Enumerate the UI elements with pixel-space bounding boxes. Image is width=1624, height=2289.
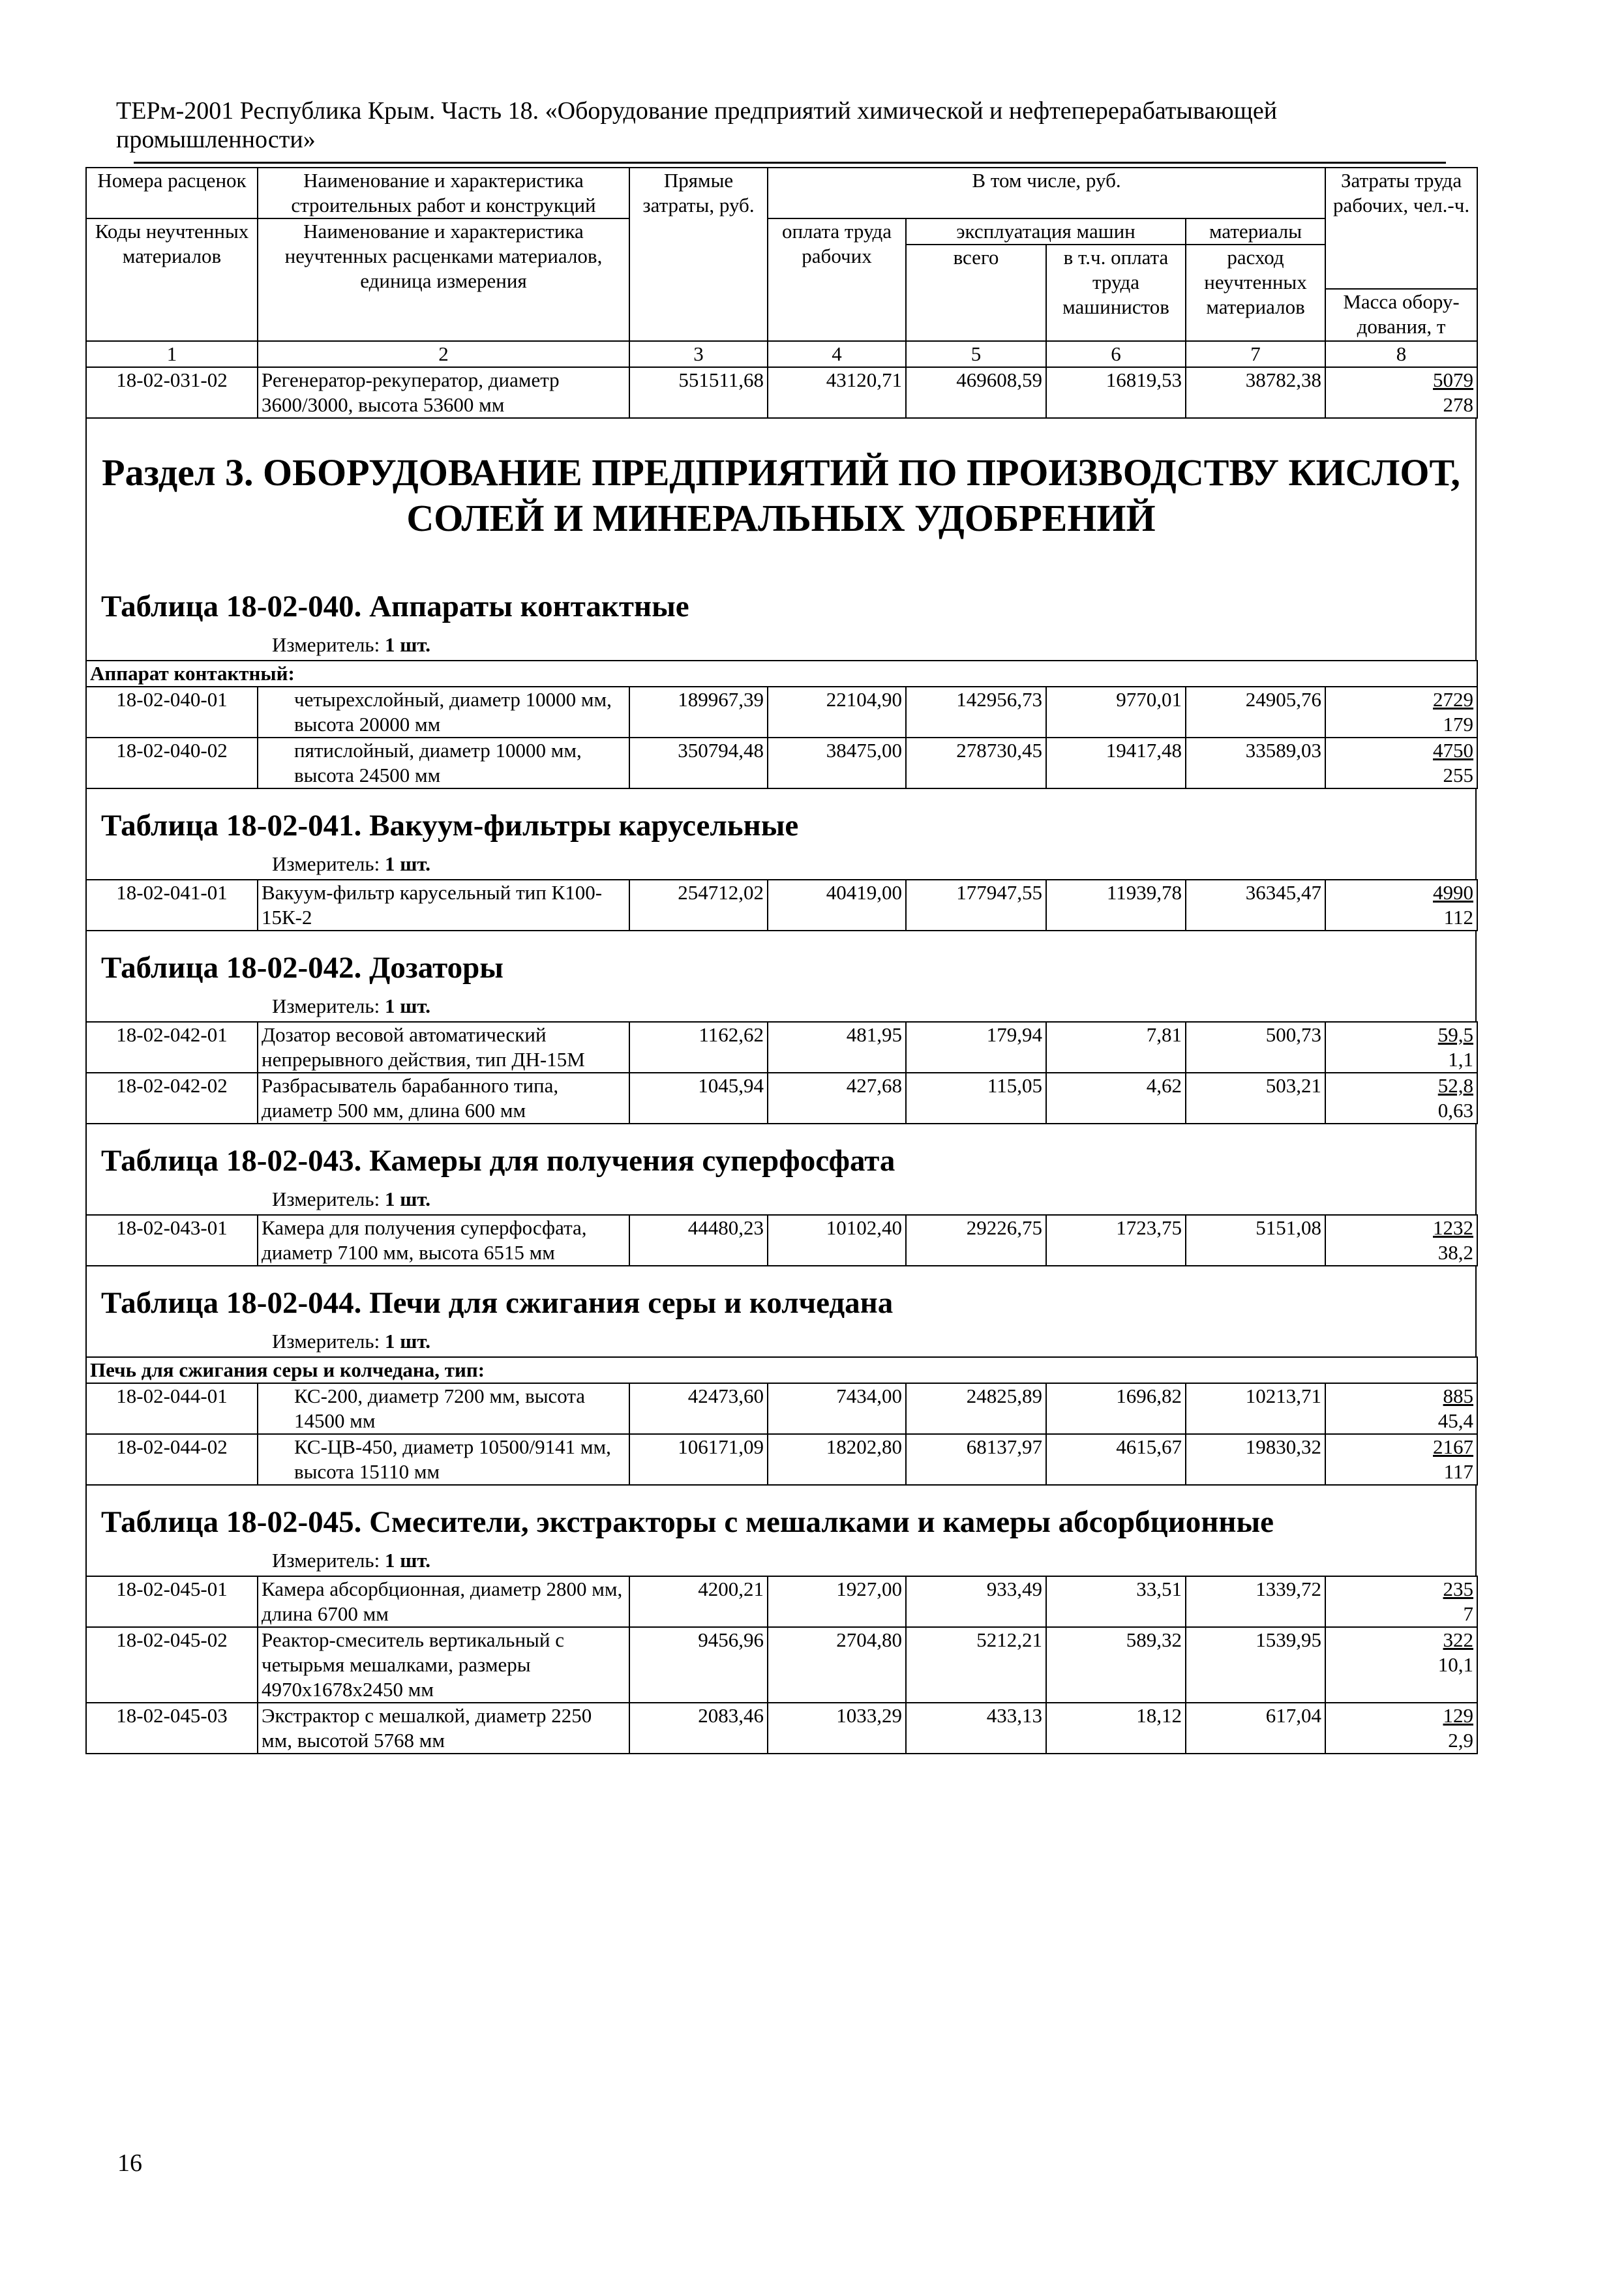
machines-total: 933,49 [906,1576,1046,1627]
page-number: 16 [117,2149,142,2177]
machines-total: 29226,75 [906,1215,1046,1266]
direct-cost: 42473,60 [629,1383,768,1434]
operators-pay: 4,62 [1046,1073,1186,1124]
equipment-mass: 38,2 [1437,1241,1473,1264]
operators-pay: 11939,78 [1046,880,1186,931]
row-name: Дозатор весовой автоматический непрерывного действия, тип ДН-15М [258,1022,629,1073]
operators-pay: 18,12 [1046,1703,1186,1754]
meter-value: 1 шт. [384,1188,431,1210]
labor-hours: 52,8 [1437,1074,1473,1097]
machines-total: 115,05 [906,1073,1046,1124]
labor-pay: 22104,90 [768,687,906,738]
direct-cost: 1045,94 [629,1073,768,1124]
labor-hours: 5079 [1433,368,1474,391]
table-title: Таблица 18-02-040. Аппараты контактные [101,590,689,623]
materials-cost: 500,73 [1186,1022,1325,1073]
table-row [86,1022,1477,1073]
row-code: 18-02-045-03 [86,1703,258,1754]
machines-total: 5212,21 [906,1627,1046,1703]
col8-bottom: Масса обору-дования, т [1325,289,1477,341]
row-name: четырехслойный, диаметр 10000 мм, высота 20000 мм [258,687,629,738]
column-number: 3 [629,341,768,367]
machines-total: 179,94 [906,1022,1046,1073]
machines-total: 177947,55 [906,880,1046,931]
labor-pay: 7434,00 [768,1383,906,1434]
materials-cost: 1339,72 [1186,1576,1325,1627]
table-title: Таблица 18-02-045. Смесители, экстракторы с мешалками и камеры абсорбционные [101,1505,1274,1539]
labor-pay: 1033,29 [768,1703,906,1754]
meter-label: Измеритель: [272,1330,380,1353]
document-header: ТЕРм-2001 Республика Крым. Часть 18. «Оборудование предприятий химической и нефтеперерабатывающей промышленности» [116,97,1278,153]
section-title: Раздел 3. ОБОРУДОВАНИЕ ПРЕДПРИЯТИЙ ПО ПРОИЗВОДСТВУ КИСЛОТ, СОЛЕЙ И МИНЕРАЛЬНЫХ УДОБРЕНИЙ [102,451,1460,539]
table-row [86,880,1477,931]
row-name: пятислойный, диаметр 10000 мм, высота 24500 мм [258,738,629,788]
table-title: Таблица 18-02-042. Дозаторы [101,951,504,985]
meter-line [87,1186,1475,1214]
operators-pay: 4615,67 [1046,1434,1186,1485]
equipment-mass: 0,63 [1437,1099,1473,1122]
equipment-mass: 2,9 [1448,1729,1473,1752]
table-row [86,1383,1477,1434]
table-row [86,1576,1477,1627]
table-row [86,1434,1477,1485]
labor-pay: 38475,00 [768,738,906,788]
meter-line [87,631,1475,660]
labor-mass-cell [1325,1215,1477,1266]
labor-hours: 2729 [1433,688,1474,711]
table-section [85,1124,1477,1214]
meter-line [87,1328,1475,1356]
labor-mass-cell [1325,687,1477,738]
equipment-mass: 255 [1443,764,1474,786]
labor-mass-cell [1325,1073,1477,1124]
meter-line [87,1547,1475,1576]
table-section [85,931,1477,1021]
materials-cost: 10213,71 [1186,1383,1325,1434]
col1-top: Номера расценок [86,168,258,218]
table-row [86,738,1477,788]
row-name: Реактор-смеситель вертикальный с четырьмя мешалками, размеры 4970х1678х2450 мм [258,1627,629,1703]
machines-header: эксплуатация машин [906,218,1186,245]
direct-cost: 551511,68 [629,367,768,418]
materials-cost: 36345,47 [1186,880,1325,931]
operators-pay: 19417,48 [1046,738,1186,788]
equipment-mass: 112 [1443,906,1473,929]
column-number: 4 [768,341,906,367]
machines-total: 278730,45 [906,738,1046,788]
materials-cost: 33589,03 [1186,738,1325,788]
labor-mass-cell [1325,738,1477,788]
labor-pay: 1927,00 [768,1576,906,1627]
labor-hours: 4750 [1433,739,1474,762]
incl-header: В том числе, руб. [768,168,1325,218]
row-code: 18-02-041-01 [86,880,258,931]
direct-cost: 4200,21 [629,1576,768,1627]
meter-value: 1 шт. [384,1330,431,1353]
equipment-mass: 10,1 [1437,1653,1473,1676]
row-code: 18-02-031-02 [86,367,258,418]
row-code: 18-02-040-02 [86,738,258,788]
direct-cost: 254712,02 [629,880,768,931]
column-number: 8 [1325,341,1477,367]
table-row [86,367,1477,418]
table-title: Таблица 18-02-043. Камеры для получения суперфосфата [101,1144,895,1178]
row-code: 18-02-044-02 [86,1434,258,1485]
table-row [86,1627,1477,1703]
col1-bottom: Коды неучтенных материалов [86,218,258,341]
col8-top: Затраты труда рабочих, чел.-ч. [1325,168,1477,289]
labor-pay: 2704,80 [768,1627,906,1703]
labor-mass-cell [1325,1703,1477,1754]
col2-top: Наименование и характеристика строительных работ и конструкций [258,168,629,218]
operators-pay: 33,51 [1046,1576,1186,1627]
row-code: 18-02-042-02 [86,1073,258,1124]
materials-cost: 617,04 [1186,1703,1325,1754]
table-row [86,1215,1477,1266]
labor-mass-cell [1325,1627,1477,1703]
row-code: 18-02-042-01 [86,1022,258,1073]
group-row [86,661,1477,687]
labor-mass-cell [1325,1383,1477,1434]
row-name: Разбрасыватель барабанного типа, диаметр 500 мм, длина 600 мм [258,1073,629,1124]
col7-header: расход неучтенных материалов [1186,245,1325,341]
materials-cost: 38782,38 [1186,367,1325,418]
labor-mass-cell [1325,367,1477,418]
materials-cost: 1539,95 [1186,1627,1325,1703]
labor-pay: 40419,00 [768,880,906,931]
column-number: 2 [258,341,629,367]
direct-cost: 350794,48 [629,738,768,788]
labor-mass-cell [1325,1576,1477,1627]
materials-header: материалы [1186,218,1325,245]
row-name: Вакуум-фильтр карусельный тип К100-15К-2 [258,880,629,931]
meter-line [87,850,1475,879]
machines-total: 433,13 [906,1703,1046,1754]
machines-total: 68137,97 [906,1434,1046,1485]
col3-header: Прямые затраты, руб. [629,168,768,341]
labor-mass-cell [1325,1022,1477,1073]
table-row [86,687,1477,738]
price-sheet [85,167,1477,1754]
table-section [85,1486,1477,1576]
column-header-table [85,167,1478,419]
row-name: Регенератор-рекуператор, диаметр 3600/3000, высота 53600 мм [258,367,629,418]
row-name: Камера абсорбционная, диаметр 2800 мм, длина 6700 мм [258,1576,629,1627]
equipment-mass: 7 [1463,1602,1473,1625]
direct-cost: 1162,62 [629,1022,768,1073]
machines-total: 142956,73 [906,687,1046,738]
machines-total: 469608,59 [906,367,1046,418]
rate-tables [85,570,1477,1754]
machines-total: 24825,89 [906,1383,1046,1434]
group-label: Аппарат контактный: [86,661,1477,687]
meter-label: Измеритель: [272,995,380,1017]
row-code: 18-02-043-01 [86,1215,258,1266]
labor-pay: 481,95 [768,1022,906,1073]
row-code: 18-02-040-01 [86,687,258,738]
group-label: Печь для сжигания серы и колчедана, тип: [86,1357,1477,1383]
labor-mass-cell [1325,880,1477,931]
materials-cost: 24905,76 [1186,687,1325,738]
labor-pay: 427,68 [768,1073,906,1124]
materials-cost: 19830,32 [1186,1434,1325,1485]
section-frame [85,419,1477,570]
operators-pay: 9770,01 [1046,687,1186,738]
column-number: 6 [1046,341,1186,367]
direct-cost: 189967,39 [629,687,768,738]
labor-hours: 322 [1443,1628,1473,1651]
labor-hours: 235 [1443,1578,1473,1600]
row-name: Экстрактор с мешалкой, диаметр 2250 мм, высотой 5768 мм [258,1703,629,1754]
labor-pay: 18202,80 [768,1434,906,1485]
table-section [85,789,1477,879]
labor-mass-cell [1325,1434,1477,1485]
row-name: Камера для получения суперфосфата, диаметр 7100 мм, высота 6515 мм [258,1215,629,1266]
rate-table [85,879,1478,931]
meter-value: 1 шт. [384,1549,431,1572]
meter-line [87,993,1475,1021]
labor-hours: 1232 [1433,1216,1473,1239]
operators-pay: 16819,53 [1046,367,1186,418]
direct-cost: 106171,09 [629,1434,768,1485]
column-numbers-row [86,341,1477,367]
meter-label: Измеритель: [272,633,380,656]
labor-pay: 43120,71 [768,367,906,418]
meter-value: 1 шт. [384,995,431,1017]
table-section [85,570,1477,660]
labor-hours: 885 [1443,1384,1474,1407]
row-name: КС-200, диаметр 7200 мм, высота 14500 мм [258,1383,629,1434]
direct-cost: 2083,46 [629,1703,768,1754]
col2-bottom: Наименование и характеристика неучтенных расценками материалов, единица измерения [258,218,629,341]
operators-pay: 589,32 [1046,1627,1186,1703]
group-row [86,1357,1477,1383]
header-rule [134,162,1446,164]
meter-value: 1 шт. [384,852,431,875]
col6-header: в т.ч. оплата труда машинистов [1046,245,1186,341]
col4-header: оплата труда рабочих [768,218,906,341]
labor-hours: 2167 [1433,1435,1474,1458]
meter-value: 1 шт. [384,633,431,656]
meter-label: Измеритель: [272,852,380,875]
labor-hours: 59,5 [1437,1023,1473,1046]
equipment-mass: 278 [1443,393,1474,416]
operators-pay: 7,81 [1046,1022,1186,1073]
labor-pay: 10102,40 [768,1215,906,1266]
table-section [85,1266,1477,1356]
labor-hours: 4990 [1433,881,1473,904]
row-name: КС-ЦВ-450, диаметр 10500/9141 мм, высота 15110 мм [258,1434,629,1485]
table-title: Таблица 18-02-041. Вакуум-фильтры карусельные [101,809,799,843]
rate-table [85,660,1478,789]
meter-label: Измеритель: [272,1188,380,1210]
column-number: 1 [86,341,258,367]
row-code: 18-02-045-02 [86,1627,258,1703]
table-row [86,1073,1477,1124]
rate-table [85,1576,1478,1754]
direct-cost: 44480,23 [629,1215,768,1266]
materials-cost: 503,21 [1186,1073,1325,1124]
operators-pay: 1723,75 [1046,1215,1186,1266]
equipment-mass: 117 [1443,1460,1474,1483]
equipment-mass: 45,4 [1437,1409,1474,1432]
column-number: 5 [906,341,1046,367]
materials-cost: 5151,08 [1186,1215,1325,1266]
rate-table [85,1356,1478,1486]
row-code: 18-02-044-01 [86,1383,258,1434]
col5-header: всего [906,245,1046,341]
column-number: 7 [1186,341,1325,367]
labor-hours: 129 [1443,1704,1473,1727]
equipment-mass: 179 [1443,713,1474,736]
table-row [86,1703,1477,1754]
meter-label: Измеритель: [272,1549,380,1572]
equipment-mass: 1,1 [1448,1048,1473,1071]
rate-table [85,1021,1478,1124]
operators-pay: 1696,82 [1046,1383,1186,1434]
rate-table [85,1214,1478,1266]
table-title: Таблица 18-02-044. Печи для сжигания серы и колчедана [101,1286,894,1320]
direct-cost: 9456,96 [629,1627,768,1703]
row-code: 18-02-045-01 [86,1576,258,1627]
